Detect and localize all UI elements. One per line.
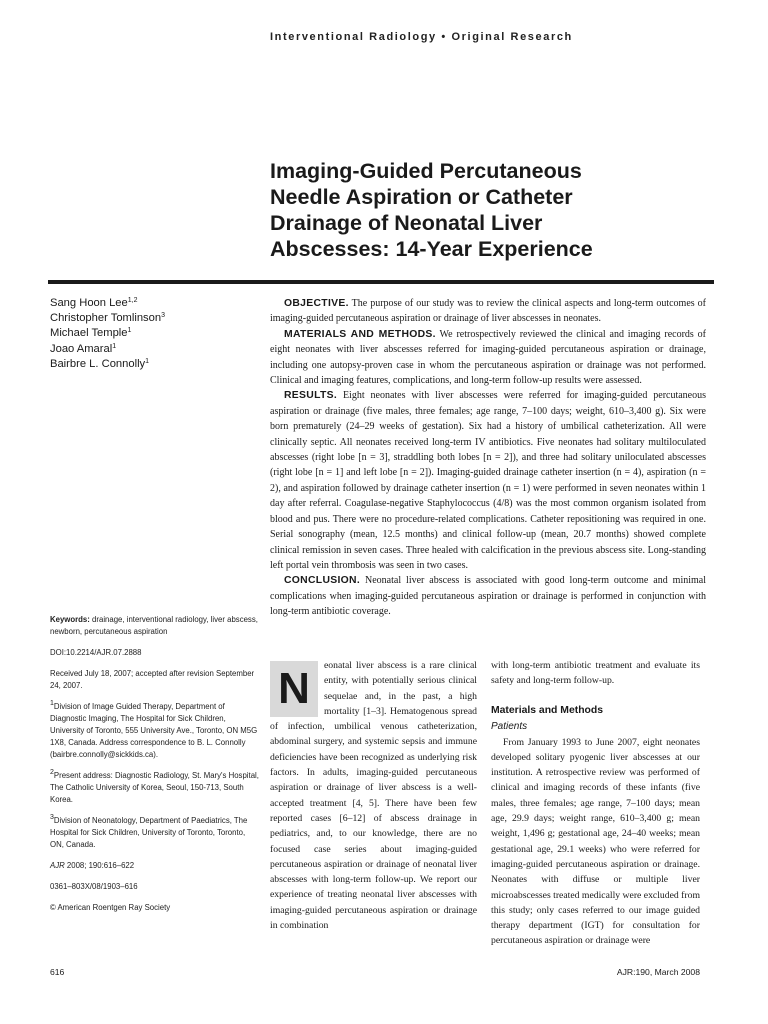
author: Michael Temple$^1$ [50,327,132,340]
citation: AJR 2008; 190:616–622 [50,861,135,870]
page-number: 616 [50,967,65,977]
doi: DOI:10.2214/AJR.07.2888 [50,648,142,657]
section-heading: Materials and Methods [491,704,604,716]
subsection-heading: Patients [491,720,528,732]
abstract [270,296,706,620]
issn: 0361–803X/08/1903–616 [50,882,138,891]
journal-footer: AJR:190, March 2008 [616,967,700,977]
article-metadata [50,614,260,923]
intro-continuation: with long-term antibiotic treatment and evaluate its safety and long-term follow-up. [491,660,700,687]
running-head: Interventional Radiology • Original Research [270,31,573,43]
drop-cap: N [270,661,318,717]
title-line: Needle Aspiration or Catheter [270,185,573,209]
body-column-2 [491,658,700,949]
title-rule [48,280,714,284]
author: Sang Hoon Lee$^{1,2}$ [50,297,138,309]
intro-paragraph: eonatal liver abscess is a rare clinical entity, with potentially serious clinical sequelae and, in the past, a high mortality [1–3]. Hematogenous spread of infection, umbilical venous catheterization, abdominal surgery, and systemic sepsis and immune deficiencies have been recognized as underlying risk factors. In adults, imaging-guided percutaneous aspiration or drainage of liver abscess is a well-accepted treatment [4, 5]. There have been few reported cases [6–12] of abscess drainage in pediatrics, and, to our knowledge, there are no focused case series about imaging-guided percutaneous aspiration or drainage of neonatal liver abscesses with long-term follow-up. We report our experience of treating neonatal liver abscesses with imaging-guided percutaneous aspiration or drainage in combination [270,660,477,932]
abstract-objective: OBJECTIVE. The purpose of our study was to review the clinical aspects and long-term outcomes of imaging-guided percutaneous aspiration or drainage of liver abscesses in neonates. [270,298,706,325]
abstract-conclusion: CONCLUSION. Neonatal liver abscess is associated with good long-term outcome and minimal complications when imaging-guided percutaneous aspiration or drainage is performed in conjunction with long-term antibiotic coverage. [270,575,707,618]
body-column-1 [270,658,477,933]
article-title [270,158,710,262]
abstract-results: RESULTS. Eight neonates with liver abscesses were referred for imaging-guided percutaneous aspiration or drainage (five males, three females; age range, 7–100 days; weight, 610–3,400 g). Six were born prematurely (24–29 weeks of gestation). Six had a history of umbilical catheterization. All were clinically septic. All neonates received long-term IV antibiotics. Five neonates had solitary multiloculated abscesses (right lobe [n = 3], straddling both lobes [n = 2]), and three had solitary uniloculated abscesses (right lobe [n = 1] and left lobe [n = 2]). Imaging-guided drainage catheter insertion (n = 4), aspiration (n = 2), and aspiration followed by drainage catheter insertion (n = 1) were performed in seven neonates within 1 day after referral. Coagulase-negative Staphylococcus (4/8) was the most common organism isolated from blood and pus. There were no procedure-related complications. Catheter repositioning was required in one. Serial sonography (mean, 12.5 months) and clinical follow-up (mean, 20.7 months) showed complete clinical remission in seven cases. Three healed with calcification in the previous abscess site. Long-standing left portal vein thrombosis was seen in two cases. [270,390,707,571]
received-dates: Received July 18, 2007; accepted after revision September 24, 2007. [50,669,255,690]
copyright: © American Roentgen Ray Society [50,903,171,912]
title-line: Drainage of Neonatal Liver [270,211,543,235]
author: Bairbre L. Connolly$^1$ [50,357,150,370]
title-line: Abscesses: 14-Year Experience [270,237,593,261]
affiliation-2: $^2$Present address: Diagnostic Radiology, St. Mary's Hospital, The Catholic University of Korea, Seoul, 150-713, South Korea. [50,769,259,804]
author-list [50,296,260,372]
affiliation-1: $^1$Division of Image Guided Therapy, Department of Diagnostic Imaging, The Hospital for Sick Children, University of Toronto, 555 University Ave., Toronto, ON M5G 1X8, Canada. Address correspondence to B. L. Connolly (bairbre.connolly@sickkids.ca). [50,700,258,759]
patients-paragraph: From January 1993 to June 2007, eight neonates developed solitary pyogenic liver abscesses at our institution. A retrospective review was performed of clinical and imaging records of these infants (five males, three females; age range, 7–100 days; mean age, 29.9 days; weight range, 610–3,400 g; mean weight, 1,496 g; gestational age, 24–40 weeks; mean gestational age, 29.1 weeks) who were referred for imaging-guided percutaneous aspiration or drainage. Neonates with diffuse or multiple liver microabscesses treated medically were excluded from this study; only cases referred to our image guided therapy department (IGT) for consultation for percutaneous aspiration or drainage were [491,736,700,947]
title-line: Imaging-Guided Percutaneous [270,159,582,183]
keywords: Keywords: drainage, interventional radiology, liver abscess, newborn, percutaneous aspiration [50,615,258,636]
author: Christopher Tomlinson$^3$ [50,312,166,325]
affiliation-3: $^3$Division of Neonatology, Department of Paediatrics, The Hospital for Sick Children, University of Toronto, Toronto, ON, Canada. [50,814,248,849]
abstract-methods: MATERIALS AND METHODS. We retrospectively reviewed the clinical and imaging records of eight neonates with liver abscesses referred for imaging-guided percutaneous aspiration or drainage, including one autopsy-proven case in whom the percutaneous aspiration or drainage was not performed. Clinical and imaging features, complications, and long-term follow-up results were assessed. [270,328,706,387]
author: Joao Amaral$^1$ [50,342,117,355]
